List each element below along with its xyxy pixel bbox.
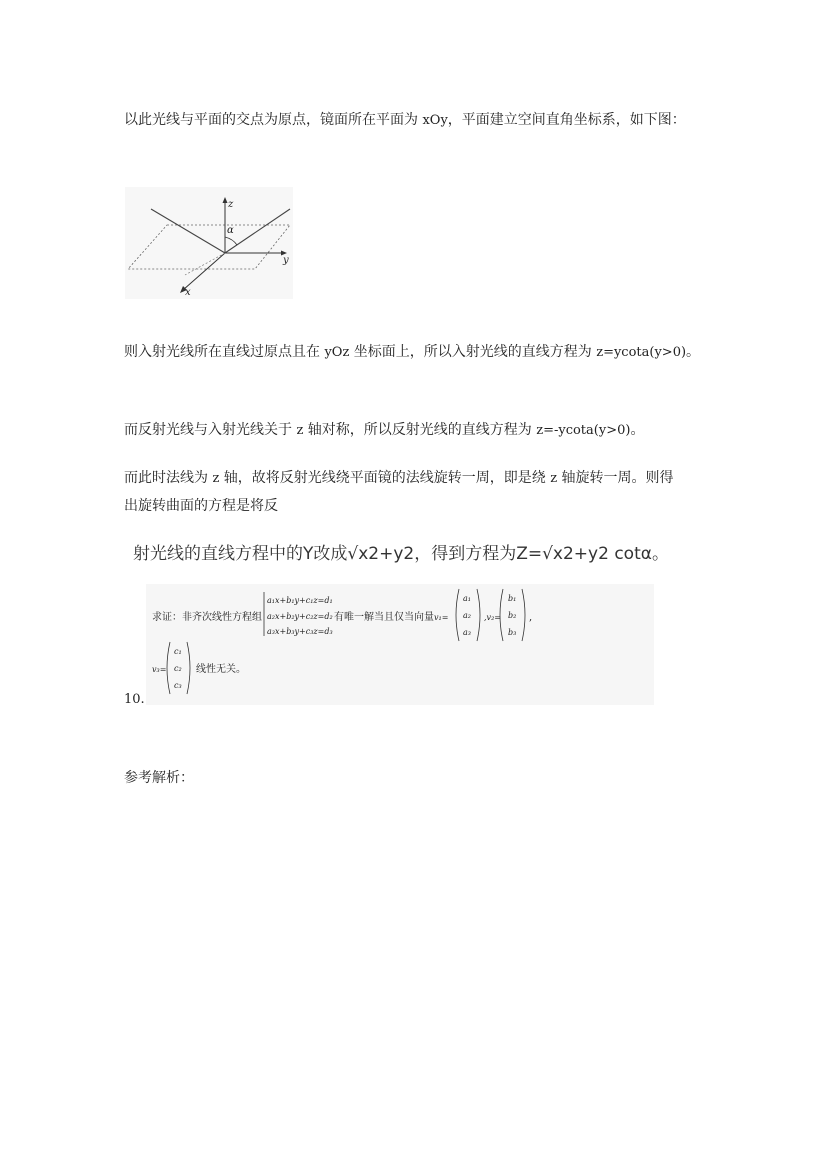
text: 轴旋转一周。则得 xyxy=(557,470,674,486)
v2-entry: b₁ xyxy=(508,594,517,603)
reference-answer-heading: 参考解析： xyxy=(124,770,194,786)
text: 。 xyxy=(686,344,701,360)
text: 。 xyxy=(630,422,645,438)
v3-label: v₃= xyxy=(152,665,167,674)
v1-entry: a₂ xyxy=(463,611,471,620)
v1-entry: a₁ xyxy=(463,594,471,603)
reflected-ray xyxy=(225,209,290,253)
text: 而此时法线为 xyxy=(124,470,213,486)
v2-entry: b₃ xyxy=(508,628,517,637)
v1-entry: a₃ xyxy=(463,628,471,637)
proof-middle: 有唯一解当且仅当向量 xyxy=(334,612,434,623)
math-z: z xyxy=(550,471,558,486)
paragraph-incident-ray xyxy=(124,341,700,364)
equation-1: a₁x+b₁y+c₁z=d₁ xyxy=(267,596,333,605)
text: 而反射光线与入射光线关于 xyxy=(124,422,297,438)
text: 则入射光线所在直线过原点且在 xyxy=(124,344,325,360)
question-number: 10. xyxy=(124,692,145,707)
v1-left-paren xyxy=(456,589,459,641)
math-incident-equation: z=ycota(y>0) xyxy=(596,345,687,360)
math-z: z xyxy=(296,423,304,438)
math-yoz: yOz xyxy=(324,345,350,360)
v1-right-paren xyxy=(477,589,480,641)
v3-entry: c₁ xyxy=(174,647,182,656)
v2-entry: b₂ xyxy=(508,611,517,620)
math-xoy: xOy xyxy=(422,113,448,128)
y-label: y xyxy=(283,255,289,266)
paragraph-surface-equation: 射光线的直线方程中的Y改成√x2+y2，得到方程为Z=√x2+y2 cotα。 xyxy=(133,544,669,564)
v1-label: v₁= xyxy=(434,613,449,622)
v3-entry: c₂ xyxy=(174,664,182,673)
proof-suffix: 线性无关。 xyxy=(196,664,246,675)
ray-projection xyxy=(185,253,225,275)
v3-left-paren xyxy=(167,642,170,694)
text: 轴对称，所以反射光线的直线方程为 xyxy=(303,422,537,438)
v3-entry: c₃ xyxy=(174,681,182,690)
equation-2: a₂x+b₂y+c₂z=d₂ xyxy=(267,612,333,621)
paragraph-reflected-ray xyxy=(124,419,644,442)
text: 轴，故将反射光线绕平面镜的法线旋转一周，即是绕 xyxy=(219,470,551,486)
alpha-label: α xyxy=(227,225,234,236)
proof-problem-image xyxy=(146,584,654,705)
paragraph-rotation-line1 xyxy=(124,467,674,490)
math-reflected-equation: z=-ycota(y>0) xyxy=(536,423,631,438)
text: ，平面建立空间直角坐标系，如下图： xyxy=(447,112,686,128)
coordinate-system-figure xyxy=(125,187,293,299)
x-axis xyxy=(183,253,225,290)
math-z: z xyxy=(212,471,220,486)
paragraph-coordinate-setup xyxy=(124,109,686,132)
v2-right-paren xyxy=(522,589,525,641)
end-comma: , xyxy=(529,612,533,623)
v2-label: ,v₂= xyxy=(484,613,501,622)
z-arrow xyxy=(223,197,228,203)
text: 以此光线与平面的交点为原点，镜面所在平面为 xyxy=(124,112,423,128)
equation-3: a₃x+b₃y+c₃z=d₃ xyxy=(267,627,333,636)
angle-arc xyxy=(225,237,237,245)
paragraph-rotation-line2: 出旋转曲面的方程是将反 xyxy=(124,498,278,514)
x-label: x xyxy=(185,287,191,298)
text: 坐标面上，所以入射光线的直线方程为 xyxy=(349,344,597,360)
mirror-plane xyxy=(128,225,290,269)
proof-prefix: 求证：非齐次线性方程组 xyxy=(152,612,262,623)
z-label: z xyxy=(228,199,234,210)
v3-right-paren xyxy=(187,642,190,694)
